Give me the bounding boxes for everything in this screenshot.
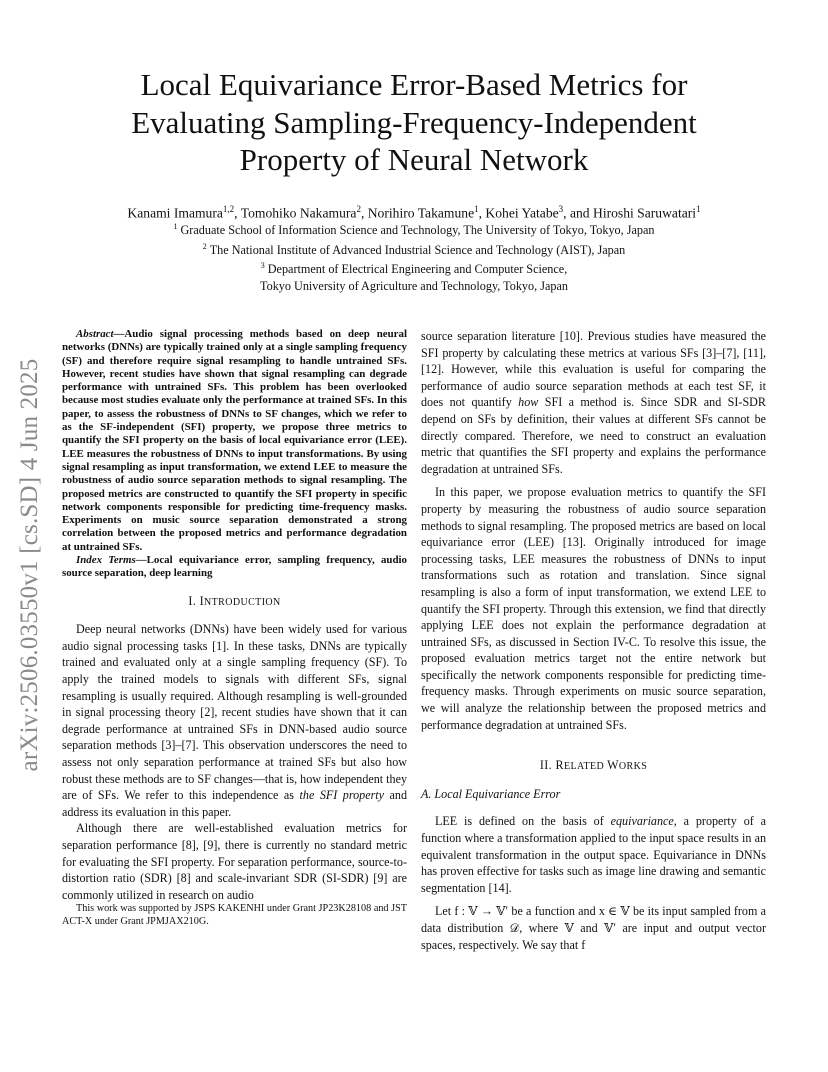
affiliation-number: 3 (260, 261, 265, 271)
title-line: Evaluating Sampling-Frequency-Independent (131, 104, 697, 140)
affiliation-item (60, 239, 768, 259)
section-title-initial: I (199, 593, 205, 608)
paragraph: Let f : 𝕍 → 𝕍′ be a function and x ∈ 𝕍 be its input sampled from a data distribution 𝒟, where 𝕍 and 𝕍′ are input and output vector spaces, respectively. We say that f (421, 904, 766, 952)
left-column (62, 328, 407, 929)
footnote: This work was supported by JSPS KAKENHI under Grant JP23K28108 and JST ACT-X under Grant JPMJAX210G. (62, 903, 407, 927)
author-name: Kanami Imamura (127, 205, 223, 221)
affiliation-text: The National Institute of Advanced Industrial Science and Technology (AIST), Japan (209, 242, 626, 257)
author-name: Kohei Yatabe (485, 205, 559, 221)
arxiv-identifier-text: arXiv:2506.03550v1 [cs.SD] 4 Jun 2025 (16, 358, 43, 772)
emphasis: the SFI property (299, 788, 385, 803)
affiliation-text: Graduate School of Information Science and Technology, The University of Tokyo, Tokyo, Japan (180, 223, 655, 238)
emphasis: equivariance (610, 814, 674, 829)
paragraph-text: Deep neural networks (DNNs) have been widely used for various audio signal processing tasks [1]. In these tasks, DNNs are typically trained and evaluated only at a single sampling frequency (SF). To apply the trained models to signals with different SFs, signal resampling is usually required. Although resampling is well-grounded in signal processing theory [2], recent studies have shown that it can degrade performance at untrained SFs in DNN-based audio source separation methods [3]–[7]. This observation underscores the need to assess not only separation performance at trained SFs but also how robust these methods are to SF changes—that is, how independent they are of SFs. We refer to this independence as (62, 622, 407, 803)
paragraph-text: source separation literature [10]. Previous studies have measured the SFI property by calculating these metrics at various SFs [3]–[7], [11], [12]. However, while this evaluation is useful for comparing the performance of audio source separation methods at each test SF, it does not quantify (421, 329, 766, 410)
right-column (421, 328, 766, 953)
abstract-text: —Audio signal processing methods based on deep neural networks (DNNs) are typically trained only at a single sampling frequency (SF) and therefore require signal resampling to handle untrained SFs. However, recent studies have shown that signal resampling can degrade performance with untrained SFs. This problem has been overlooked because most studies evaluate only the performance at trained SFs. In this paper, to assess the robustness of DNNs to SF changes, which we refer to as the SF-independent (SFI) property, we propose three metrics to quantify the SFI property on the basis of local equivariance error (LEE). LEE measures the robustness of DNNs to input transformations. By using signal resampling as input transformation, we extend LEE to measure the robustness of audio source separation methods to signal resampling. The proposed metrics are constructed to quantify the SFI property in specific network components responsible for predicting time-frequency masks. Experiments on music source separation demonstrated a strong correlation between the proposed metrics and performance degradation at untrained SFs. (62, 328, 407, 553)
section-heading-related-works (421, 757, 766, 776)
affiliation-item (60, 219, 768, 239)
section-number: I. (188, 593, 200, 608)
section-title-initial: R (555, 758, 564, 773)
paragraph (421, 813, 766, 896)
author-affil-mark: 1,2 (222, 204, 235, 214)
abstract (62, 328, 407, 554)
paragraph-text: SFI a method is. Since SDR and SI-SDR depend on SFs by definition, their values at different SFs cannot be directly compared. Therefore, we need to construct an evaluation metric that quantifies the SFI property and explains the performance degradation at untrained SFs. (421, 395, 766, 476)
section-title-rest: NTRODUCTION (204, 596, 281, 608)
arxiv-identifier (13, 330, 47, 800)
section-heading-introduction (62, 593, 407, 612)
affiliation-text: Tokyo University of Agriculture and Technology, Tokyo, Japan (260, 278, 568, 293)
author-name: Norihiro Takamune (367, 205, 475, 221)
paragraph (421, 328, 766, 477)
section-title-initial: W (607, 758, 619, 773)
affiliation-item (60, 278, 768, 295)
paragraph: In this paper, we propose evaluation metrics to quantify the SFI property by measuring the robustness of audio source separation methods to signal resampling. The proposed metrics are based on local equivariance error (LEE) [13]. Originally introduced for image processing tasks, LEE measures the robustness of DNNs to input transformations such as rotation and translation. Since signal resampling is also a form of input transformation, we extend LEE to quantify the SFI property. Through this extension, we find that directly applying LEE does not explain the performance degradation at untrained SFs, as discussed in Section IV-C. To resolve this issue, the proposed evaluation metrics target not the entire network but specifically the network components responsible for predicting time-frequency masks. Through experiments on music source separation, we will analyze the relationship between the proposed metrics and performance degradation at untrained SFs. (421, 485, 766, 732)
paragraph-text: LEE is defined on the basis of (435, 814, 611, 829)
index-terms-text: —Local equivariance error, sampling frequency, audio source separation, deep learning (62, 554, 407, 580)
index-terms (62, 554, 407, 581)
paper-title (90, 66, 738, 179)
author-affil-mark: 3 (558, 204, 564, 214)
affiliation-number: 2 (202, 241, 207, 251)
affiliation-number: 1 (173, 222, 178, 231)
affiliation-item (60, 258, 768, 278)
section-title-rest: ORKS (618, 761, 648, 773)
title-line: Local Equivariance Error-Based Metrics for (140, 67, 688, 102)
paragraph-text: , a property of a function where a transformation applied to the input space results in an equivalent transformation in the output space. Equivariance in DNNs has proven effective for tasks such as image line drawing and semantic segmentation [14]. (421, 814, 766, 895)
section-title-rest: ELATED (563, 761, 608, 773)
author-list: Kanami Imamura$^{1,2}$, Tomohiko Nakamura$^2$, Norihiro Takamune$^1$, Kohei Yatabe$^3$, and Hiroshi Saruwatari$^1$ (127, 204, 701, 221)
author-affil-mark: 2 (356, 204, 361, 214)
affiliation-text: Department of Electrical Engineering and Computer Science, (267, 262, 568, 277)
paragraph-text: and address its evaluation in this paper. (62, 788, 407, 819)
abstract-label: Abstract (76, 328, 114, 340)
author-name: Tomohiko Nakamura (240, 205, 357, 221)
author-affil-mark: 1 (696, 204, 701, 214)
author-name: Hiroshi Saruwatari (593, 205, 697, 221)
emphasis: how (518, 395, 539, 410)
paragraph (62, 621, 407, 820)
affiliation-list (60, 219, 768, 295)
subsection-heading: A. Local Equivariance Error (421, 786, 561, 801)
index-terms-label: Index Terms (76, 554, 136, 567)
paragraph: Although there are well-established evaluation metrics for separation performance [8], [9], there is currently no standard metric for evaluating the SFI property. For separation performance, source-to-distortion ratio (SDR) [8] and scale-invariant SDR (SI-SDR) [9] are commonly utilized in research on audio (62, 821, 407, 902)
title-line: Property of Neural Network (239, 142, 589, 177)
author-affil-mark: 1 (474, 204, 479, 214)
section-number: II. (539, 758, 556, 773)
